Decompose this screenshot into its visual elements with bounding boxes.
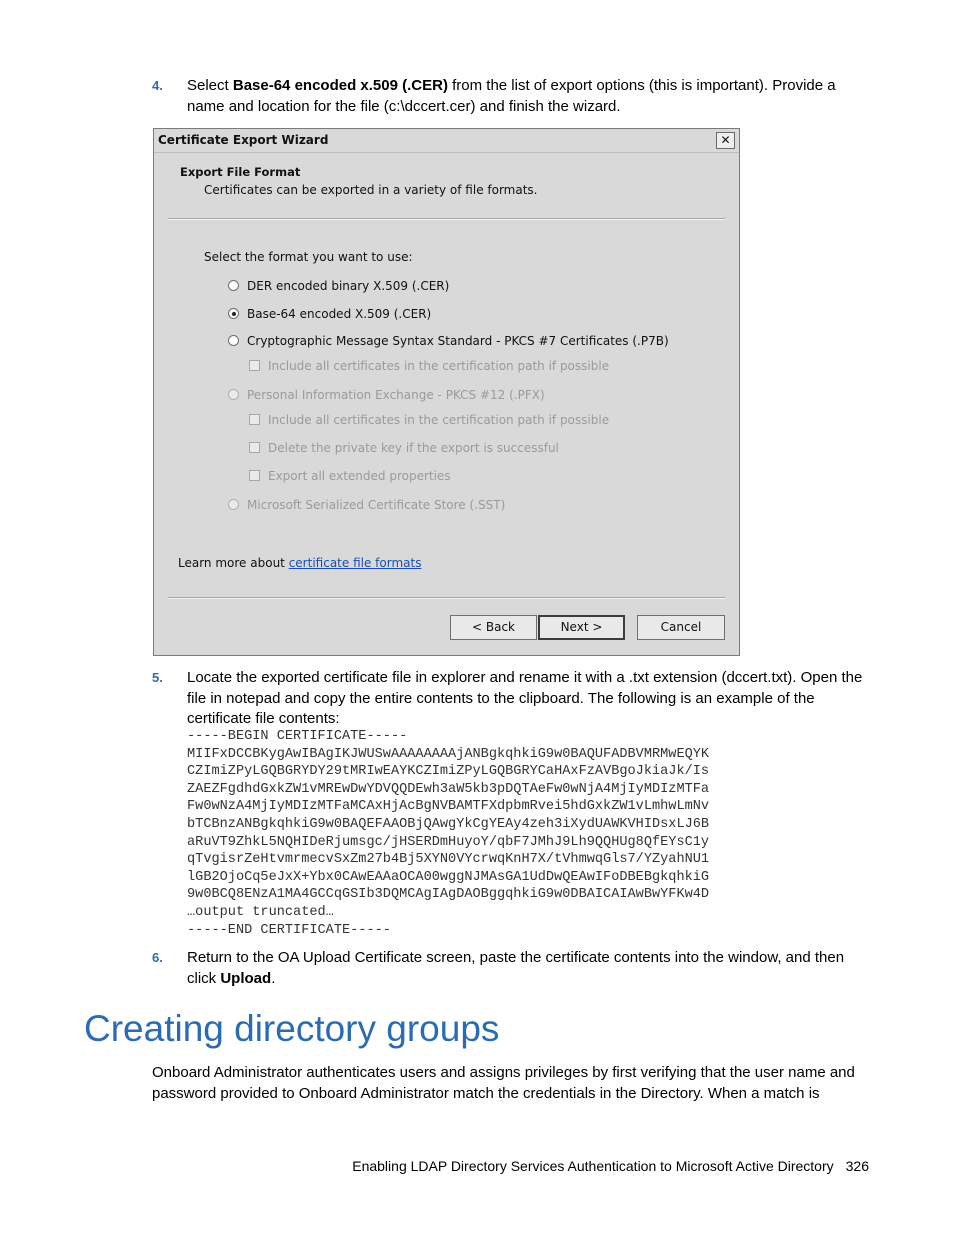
divider <box>168 218 725 220</box>
cert-line: CZImiZPyLGQBGRYDY29tMRIwEAYKCZImiZPyLGQBGRYCaHAxFzAVBgoJkiaJk/Is <box>187 764 710 780</box>
cert-line: …output truncated… <box>187 904 334 920</box>
step-number: 5. <box>152 670 163 685</box>
option-der-label: DER encoded binary X.509 (.CER) <box>247 279 450 293</box>
checkbox-pkcs7-include <box>249 360 260 371</box>
back-button[interactable]: < Back <box>450 615 537 640</box>
cert-line: MIIFxDCCBKygAwIBAgIKJWUSwAAAAAAAAjANBgkqhkiG9w0BAQUFADBVMRMwEQYK <box>187 746 710 762</box>
dialog-titlebar <box>154 129 739 153</box>
step-text <box>187 948 875 989</box>
option-pfx-export-label: Export all extended properties <box>268 469 451 483</box>
option-pkcs7-include-label: Include all certificates in the certification path if possible <box>268 359 610 373</box>
cert-line: aRuVT9ZhkL5NQHIDeRjumsgc/jHSERDmHuyoY/qbF7JMhJ9Lh9QQHUg8QfEYsC1y <box>187 834 710 850</box>
checkbox-pfx-delete <box>249 442 260 453</box>
step-text-post: from the list of export options (this is important). Provide a name and location for the file (c:\dccert.cer) and finish the wizard. <box>187 77 836 115</box>
step-number: 6. <box>152 950 163 965</box>
option-pfx-label: Personal Information Exchange - PKCS #12 (.PFX) <box>247 388 545 402</box>
footer-text: Enabling LDAP Directory Services Authentication to Microsoft Active Directory <box>352 1158 834 1174</box>
radio-base64-selected[interactable] <box>228 308 239 319</box>
option-sst-label: Microsoft Serialized Certificate Store (.SST) <box>247 498 506 512</box>
step-number: 4. <box>152 78 163 93</box>
radio-der[interactable] <box>228 280 239 291</box>
page-number: 326 <box>845 1158 869 1174</box>
step-text-pre: Select <box>187 77 233 94</box>
cert-line: ZAEZFgdhdGxkZW1vMREwDwYDVQQDEwh3aW5kb3pDQTAeFw0wNjA4MjIyMDIzMTFa <box>187 781 710 797</box>
body-paragraph: Onboard Administrator authenticates users and assigns privileges by first verifying that the user name and password provided to Onboard Administrator match the credentials in the Directory. When a match is <box>152 1064 855 1102</box>
checkbox-pfx-export <box>249 470 260 481</box>
header-title: Export File Format <box>180 165 301 179</box>
radio-pfx <box>228 389 239 400</box>
cert-line: lGB2OjoCq5eJxX+Ybx0CAwEAAaOCA00wggNJMAsGA1UdDwQEAwIFoDBEBgkqhkiG <box>187 869 710 885</box>
cancel-button[interactable]: Cancel <box>637 615 725 640</box>
close-icon[interactable]: ✕ <box>716 132 735 149</box>
step-text <box>187 76 875 117</box>
cert-line: -----BEGIN CERTIFICATE----- <box>187 729 408 744</box>
cert-line: qTvgisrZeHtvmrmecvSxZm27b4Bj5XYN0VYcrwqKnH7X/tVhmwqGls7/YZyahNU1 <box>187 852 710 868</box>
option-pkcs7-label: Cryptographic Message Syntax Standard - PKCS #7 Certificates (.P7B) <box>247 334 669 348</box>
next-button[interactable]: Next > <box>538 615 625 640</box>
cert-line: bTCBnzANBgkqhkiG9w0BAQEFAAOBjQAwgYkCgYEAy4zeh3iXydUAWKVHIDsxLJ6B <box>187 816 710 832</box>
learn-more-text: Learn more about <box>178 556 289 570</box>
option-pfx-delete-label: Delete the private key if the export is successful <box>268 441 559 455</box>
radio-sst <box>228 499 239 510</box>
step-text-pre: Return to the OA Upload Certificate screen, paste the certificate contents into the window, and then click <box>187 949 845 987</box>
step-text-bold: Base-64 encoded x.509 (.CER) <box>232 77 448 94</box>
option-pfx-include-label: Include all certificates in the certification path if possible <box>268 413 610 427</box>
checkbox-pfx-include <box>249 414 260 425</box>
step-text: Locate the exported certificate file in explorer and rename it with a .txt extension (dccert.txt). Open the file in notepad and copy the entire contents to the clipboard. The following is an example of the certificate file contents: <box>187 669 863 727</box>
step-text-post: . <box>271 969 276 987</box>
dialog-title: Certificate Export Wizard <box>158 133 329 147</box>
certificate-file-formats-link[interactable]: certificate file formats <box>288 556 422 570</box>
certificate-contents <box>187 728 709 939</box>
format-prompt: Select the format you want to use: <box>204 250 413 264</box>
section-title: Creating directory groups <box>84 1008 500 1049</box>
learn-more <box>178 556 421 570</box>
header-subtitle: Certificates can be exported in a variety of file formats. <box>204 183 538 197</box>
page-footer <box>352 1158 869 1174</box>
certificate-export-wizard-dialog <box>153 128 740 656</box>
step-text-bold: Upload <box>220 969 272 987</box>
option-base64-label: Base-64 encoded X.509 (.CER) <box>247 307 432 321</box>
radio-pkcs7[interactable] <box>228 335 239 346</box>
cert-line: 9w0BCQ8ENzA1MA4GCCqGSIb3DQMCAgIAgDAOBggqhkiG9w0DBAICAIAwBwYFKw4D <box>187 887 710 903</box>
cert-line: -----END CERTIFICATE----- <box>187 922 391 938</box>
cert-line: Fw0wNzA4MjIyMDIzMTFaMCAxHjAcBgNVBAMTFXdpbmRvei5hdGxkZW1vLmhwLmNv <box>187 799 710 815</box>
divider <box>168 597 725 599</box>
